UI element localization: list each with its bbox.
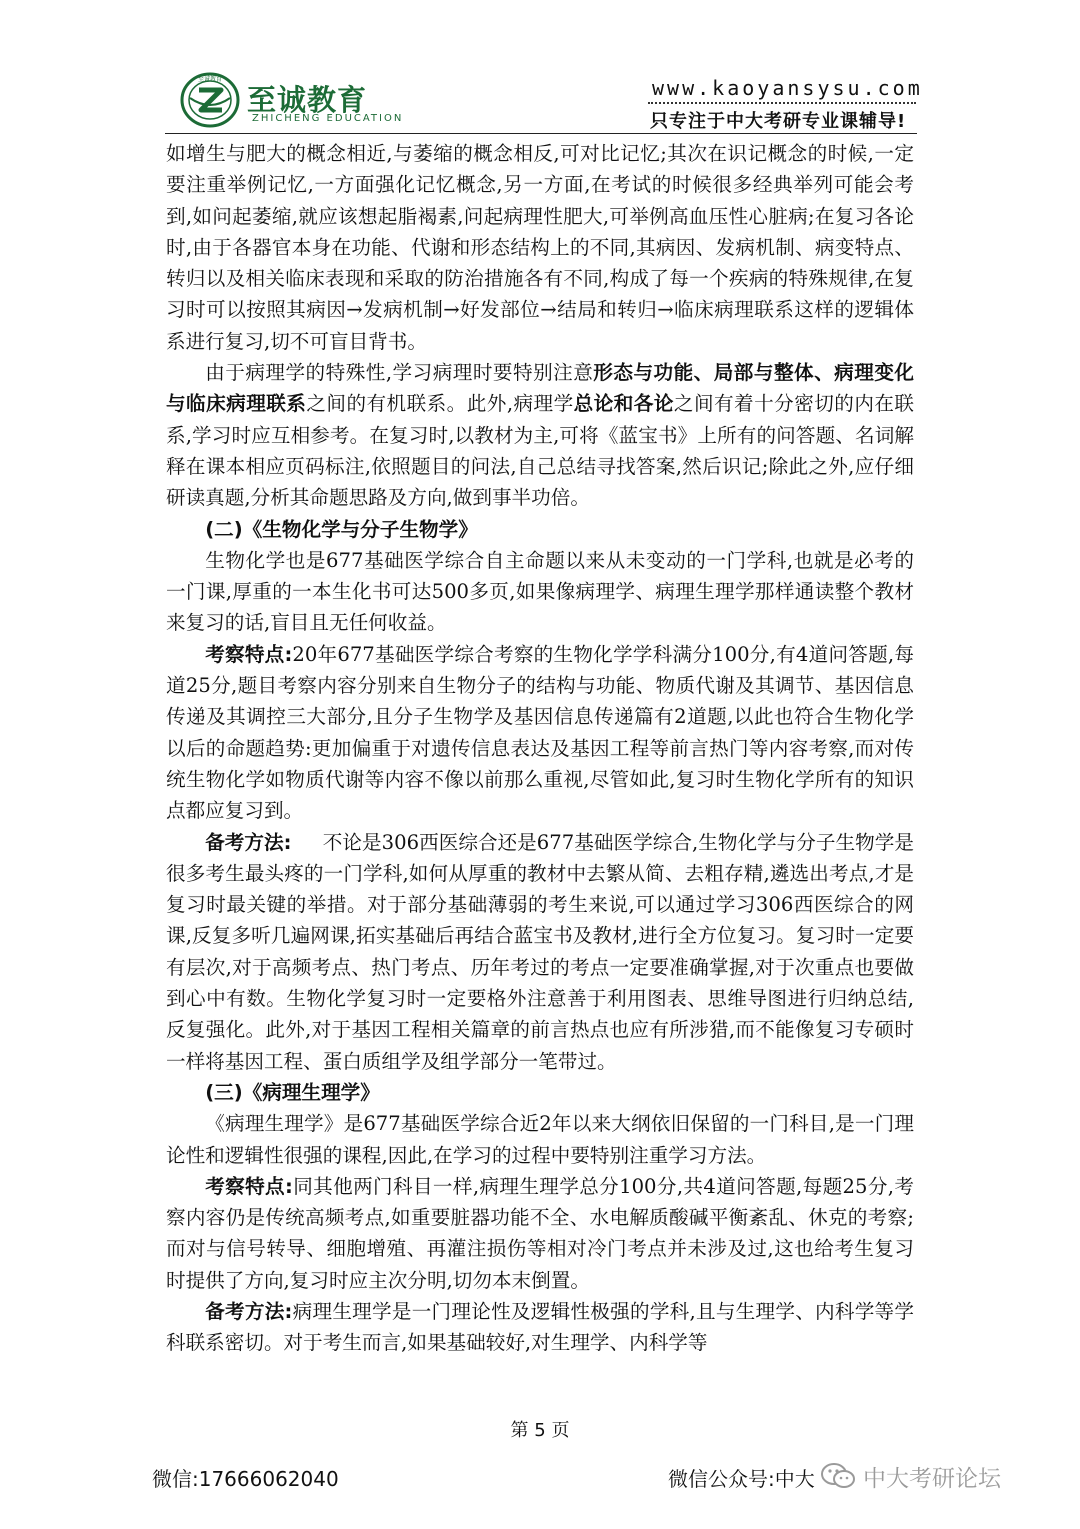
paragraph-text: 不论是306西医综合还是677基础医学综合,生物化学与分子生物学是很多考生最头疼的一门学科,如何从厚重的教材中去繁从简、去粗存精,遴选出考点,才是复习时最关键的举措。对于部分基础薄弱的考生来说,可以通过学习306西医综合的网课,反复多听几遍网课,拓实基础后再结合蓝宝书及教材,进行全方位复习。复习时一定要有层次,对于高频考点、热门考点、历年考过的考点一定要准确掌握,对于次重点也要做到心中有数。生物化学复习时一定要格外注意善于利用图表、思维导图进行归纳总结,反复强化。此外,对于基因工程相关篇章的前言热点也应有所涉猎,而不能像复习专硕时一样将基因工程、蛋白质组学及组学部分一笔带过。 bbox=[166, 830, 914, 1073]
footer-public-account: 微信公众号:中大 bbox=[668, 1467, 815, 1491]
slogan: 只专注于中大考研专业课辅导! bbox=[650, 111, 907, 132]
page-number: 第 5 页 bbox=[510, 1420, 570, 1441]
brand-english-name: ZHICHENG EDUCATION bbox=[252, 113, 404, 124]
dotted-divider bbox=[648, 102, 916, 104]
spacer bbox=[292, 831, 323, 854]
paragraph-text: 之间的有机联系。此外,病理学 bbox=[306, 392, 574, 416]
paragraph-pathophys-intro: 《病理生理学》是677基础医学综合近2年以来大纲依旧保留的一门科目,是一门理论性和逻辑性很强的课程,因此,在学习的过程中要特别注重学习方法。 bbox=[166, 1112, 914, 1167]
label-exam-features: 考察特点: bbox=[205, 642, 293, 666]
paragraph-pathophys-features bbox=[166, 1171, 914, 1296]
page-header bbox=[0, 0, 1080, 135]
label-prep-method: 备考方法: bbox=[205, 1299, 293, 1323]
wechat-watermark bbox=[815, 1458, 1005, 1494]
emphasis-text: 形态与功能、局部与整体、病理变化与临床病理联系 bbox=[166, 361, 914, 416]
paragraph-text: 之间有着十分密切的内在联系,学习时应互相参考。在复习时,以教材为主,可将《蓝宝书》上所有的问答题、名词解释在课本相应页码标注,依照题目的问法,自己总结寻找答案,然后识记;除此之外,应仔细研读真题,分析其命题思路及方向,做到事半功倍。 bbox=[166, 392, 915, 510]
paragraph-biochem-intro: 生物化学也是677基础医学综合自主命题以来从未变动的一门学科,也就是必考的一门课,厚重的一本生化书可达500多页,如果像病理学、病理生理学那样通读整个教材来复习的话,盲目且无任何收益。 bbox=[166, 548, 914, 635]
paragraph-biochem-features bbox=[166, 639, 914, 827]
label-exam-features: 考察特点: bbox=[205, 1174, 293, 1198]
header-divider bbox=[165, 133, 917, 134]
paragraph-pathology-focus bbox=[166, 357, 914, 513]
paragraph-text: 20年677基础医学综合考察的生物化学学科满分100分,有4道问答题,每道25分,题目考察内容分别来自生物分子的结构与功能、物质代谢及其调节、基因信息传递及其调控三大部分,且分子生物学及基因信息传递篇有2道题,以此也符合生物化学以后的命题趋势:更加偏重于对遗传信息表达及基因工程等前言热门等内容考察,而对传统生物化学如物质代谢等内容不像以前那么重视,尽管如此,复习时生物化学所有的知识点都应复习到。 bbox=[166, 642, 914, 823]
emphasis-text: 总论和各论 bbox=[573, 392, 674, 416]
paragraph-biochem-method bbox=[166, 827, 914, 1077]
document-body bbox=[166, 138, 914, 1359]
paragraph-pathology-memory: 如增生与肥大的概念相近,与萎缩的概念相反,可对比记忆;其次在识记概念的时候,一定要注重举例记忆,一方面强化记忆概念,另一方面,在考试的时候很多经典举列可能会考到,如问起萎缩,就应该想起脂褐素,问起病理性肥大,可举例高血压性心脏病;在复习各论时,由于各器官本身在功能、代谢和形态结构上的不同,其病因、发病机制、病变特点、转归以及相关临床表现和采取的防治措施各有不同,构成了每一个疾病的特殊规律,在复习时可以按照其病因→发病机制→好发部位→结局和转归→临床病理联系这样的逻辑体系进行复习,切不可盲目背书。 bbox=[166, 142, 914, 353]
watermark-text: 中大考研论坛 bbox=[863, 1465, 1001, 1492]
zhicheng-logo-icon bbox=[180, 72, 240, 128]
site-url: www.kaoyansysu.com bbox=[652, 76, 923, 100]
paragraph-text: 病理生理学是一门理论性及逻辑性极强的学科,且与生理学、内科学等学科联系密切。对于考生而言,如果基础较好,对生理学、内科学等 bbox=[166, 1299, 914, 1355]
paragraph-text: 由于病理学的特殊性,学习病理时要特别注意 bbox=[205, 361, 594, 385]
wechat-icon bbox=[819, 1461, 857, 1491]
section-heading-pathophysiology: (三)《病理生理学》 bbox=[205, 1080, 380, 1104]
footer-wechat: 微信:17666062040 bbox=[152, 1467, 339, 1491]
section-heading-biochemistry: (二)《生物化学与分子生物学》 bbox=[205, 517, 478, 541]
brand-name: 至诚教育 bbox=[247, 83, 368, 117]
label-prep-method: 备考方法: bbox=[205, 830, 292, 854]
paragraph-text: 同其他两门科目一样,病理生理学总分100分,共4道问答题,每题25分,考察内容仍是传统高频考点,如重要脏器功能不全、水电解质酸碱平衡紊乱、休克的考察;而对与信号转导、细胞增殖、再灌注损伤等相对冷门考点并未涉及过,这也给考生复习时提供了方向,复习时应主次分明,切勿本末倒置。 bbox=[166, 1174, 914, 1292]
paragraph-pathophys-method bbox=[166, 1296, 914, 1359]
logo-ring-text: 至诚教育 bbox=[197, 76, 223, 83]
